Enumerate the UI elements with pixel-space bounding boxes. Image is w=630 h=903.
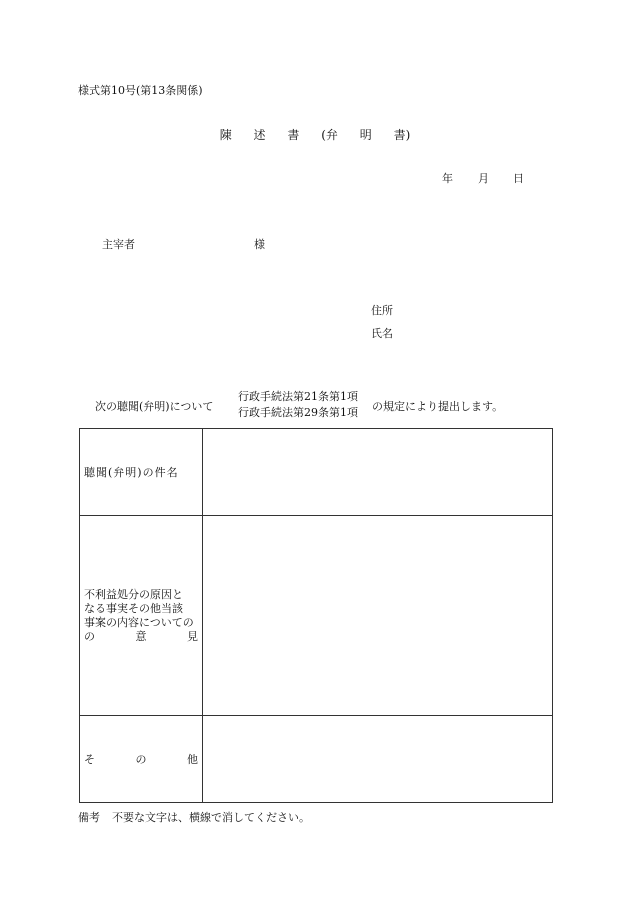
statement-prefix: 次の聴聞(弁明)について: [95, 400, 214, 413]
remarks-text: 不要な文字は、横線で消してください。: [112, 811, 310, 824]
law-option-21: 行政手続法第21条第1項: [238, 390, 358, 403]
date-month-label: 月: [478, 172, 489, 185]
opinion-input-cell[interactable]: [203, 516, 553, 716]
date-day-label: 日: [513, 172, 524, 185]
document-title: [0, 126, 630, 143]
opinion-label-char: 見: [187, 629, 198, 643]
statement-suffix: の規定により提出します。: [372, 400, 504, 413]
title-char: 明: [359, 128, 372, 142]
title-char: (弁: [321, 128, 338, 142]
title-char: 陳: [219, 128, 232, 142]
opinion-label-cell: [80, 516, 203, 716]
other-label-char: 他: [187, 753, 198, 766]
opinion-label-char: の: [84, 629, 95, 643]
other-label-cell: [80, 716, 203, 803]
opinion-label-line: [84, 630, 198, 644]
other-input-cell[interactable]: [203, 716, 553, 803]
other-label-char: の: [135, 753, 147, 766]
opinion-label-char: 意: [135, 629, 147, 643]
title-char: 述: [253, 128, 266, 142]
statement-form-table: [79, 428, 553, 803]
remarks-note: [78, 809, 310, 825]
name-label: 氏名: [371, 327, 393, 340]
subject-label: 聴聞(弁明)の件名: [84, 466, 179, 479]
form-number-label: 様式第10号(第13条関係): [78, 84, 203, 97]
remarks-heading: 備考: [78, 811, 100, 824]
subject-input-cell[interactable]: [203, 429, 553, 516]
addressee-label: 主宰者: [102, 238, 135, 251]
addressee-honorific: 様: [254, 238, 265, 251]
title-char: 書): [393, 128, 411, 142]
opinion-row: [80, 516, 553, 716]
opinion-label-line: なる事実その他当該: [84, 601, 183, 615]
subject-label-cell: [80, 429, 203, 516]
address-label: 住所: [371, 304, 393, 317]
other-label-char: そ: [84, 753, 95, 766]
opinion-label-line: 不利益処分の原因と: [84, 587, 183, 601]
opinion-label-line: 事案の内容についての: [84, 615, 194, 629]
title-char: 書: [287, 128, 300, 142]
other-label: [84, 751, 198, 767]
subject-row: [80, 429, 553, 516]
date-year-label: 年: [442, 172, 453, 185]
law-option-29: 行政手続法第29条第1項: [238, 406, 358, 419]
other-row: [80, 716, 553, 803]
